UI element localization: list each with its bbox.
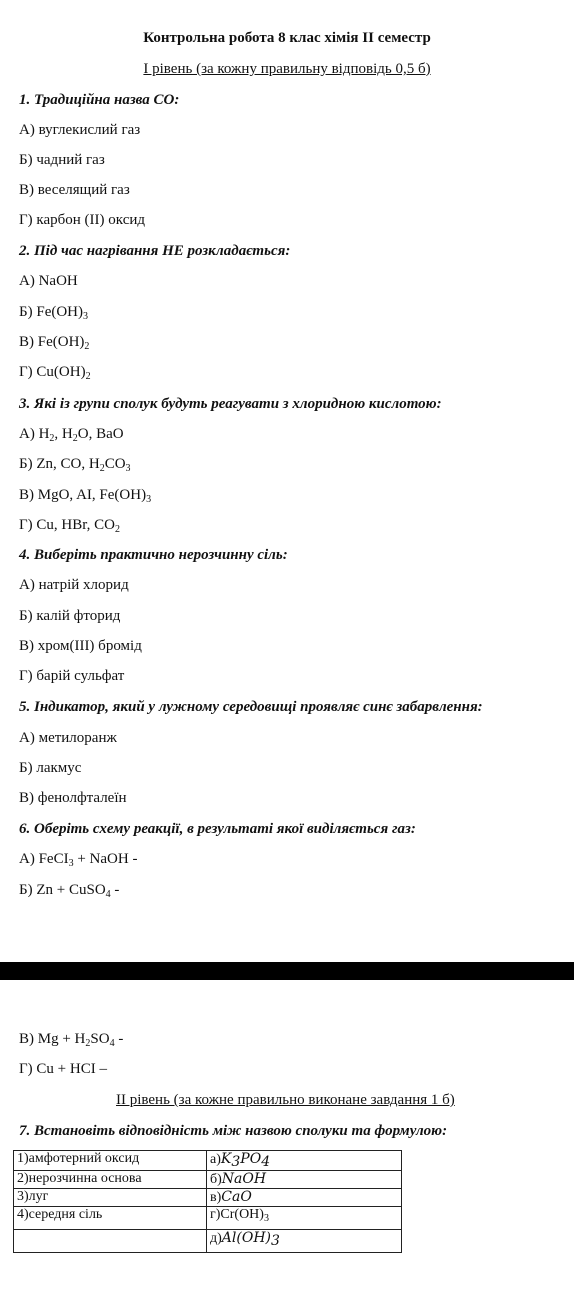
question-4: 4. Виберіть практично нерозчинну сіль: bbox=[19, 547, 288, 563]
table-row bbox=[14, 1151, 402, 1171]
q4-option-b: Б) калій фторид bbox=[19, 608, 121, 624]
table-row bbox=[14, 1230, 402, 1253]
level-2-heading: ІІ рівень (за кожне правильно виконане завдання 1 б) bbox=[116, 1092, 455, 1108]
formula-cell: в)CaO bbox=[207, 1189, 402, 1207]
table-row bbox=[14, 1171, 402, 1189]
q4-option-a: А) натрій хлорид bbox=[19, 577, 129, 593]
formula-cell: $д)Al(OH)_3$ bbox=[207, 1230, 402, 1253]
q5-option-a: А) метилоранж bbox=[19, 730, 117, 746]
table-row bbox=[14, 1207, 402, 1230]
q3-option-a: А) $H_2$, $H_2O$, BaO bbox=[19, 426, 124, 444]
question-2: 2. Під час нагрівання НЕ розкладається: bbox=[19, 243, 291, 259]
q2-option-d: Г) $Cu(OH)_2$ bbox=[19, 364, 91, 382]
q6-option-a: А) FeCI$_3$ + NaOH - bbox=[19, 851, 138, 869]
compound-name-cell: 2)нерозчинна основа bbox=[14, 1171, 207, 1189]
q1-option-c: В) веселящий газ bbox=[19, 182, 130, 198]
q1-option-a: А) вуглекислий газ bbox=[19, 122, 141, 138]
matching-table bbox=[13, 1150, 402, 1253]
level-1-heading: І рівень (за кожну правильну відповідь 0,5 б) bbox=[143, 61, 431, 77]
q2-option-a: А) NaOH bbox=[19, 273, 78, 289]
formula-cell: $а)K_3PO_4$ bbox=[207, 1151, 402, 1171]
question-7: 7. Встановіть відповідність між назвою сполуки та формулою: bbox=[19, 1123, 448, 1139]
compound-name-cell: 1)амфотерний оксид bbox=[14, 1151, 207, 1171]
page-break-bar bbox=[0, 962, 574, 980]
formula-cell: $г)Cr(OH)_3$ bbox=[207, 1207, 402, 1230]
compound-name-cell: 4)середня сіль bbox=[14, 1207, 207, 1230]
page-title: Контрольна робота 8 клас хімія ІІ семестр bbox=[143, 30, 431, 46]
q5-option-b: Б) лакмус bbox=[19, 760, 82, 776]
q6-option-d: Г) Cu + HCI – bbox=[19, 1061, 107, 1077]
q3-option-b: Б) Zn, CO, $H_2CO_3$ bbox=[19, 456, 131, 474]
compound-name-cell bbox=[14, 1230, 207, 1253]
q6-option-c: В) $Mg + H_2SO_4$ - bbox=[19, 1031, 124, 1049]
question-6: 6. Оберіть схему реакції, в результаті якої виділяється газ: bbox=[19, 821, 416, 837]
q2-option-c: В) $Fe(OH)_2$ bbox=[19, 334, 90, 352]
question-5: 5. Індикатор, який у лужному середовищі проявляє синє забарвлення: bbox=[19, 699, 483, 715]
compound-name-cell: 3)луг bbox=[14, 1189, 207, 1207]
q6-option-b: Б) Zn + CuSO$_4$ - bbox=[19, 882, 120, 900]
question-3: 3. Які із групи сполук будуть реагувати з хлоридною кислотою: bbox=[19, 396, 442, 412]
q4-option-d: Г) барій сульфат bbox=[19, 668, 125, 684]
q2-option-b: Б) $Fe(OH)_3$ bbox=[19, 304, 89, 322]
q4-option-c: В) хром(ІІІ) бромід bbox=[19, 638, 142, 654]
question-1: 1. Традиційна назва СО: bbox=[19, 92, 180, 108]
q1-option-b: Б) чадний газ bbox=[19, 152, 105, 168]
table-row bbox=[14, 1189, 402, 1207]
q1-option-d: Г) карбон (ІІ) оксид bbox=[19, 212, 146, 228]
q3-option-c: В) MgO, AI, $Fe(OH)_3$ bbox=[19, 487, 152, 505]
formula-cell: б)NaOH bbox=[207, 1171, 402, 1189]
q5-option-c: В) фенолфталеїн bbox=[19, 790, 127, 806]
q3-option-d: Г) Cu, HBr, $CO_2$ bbox=[19, 517, 120, 535]
